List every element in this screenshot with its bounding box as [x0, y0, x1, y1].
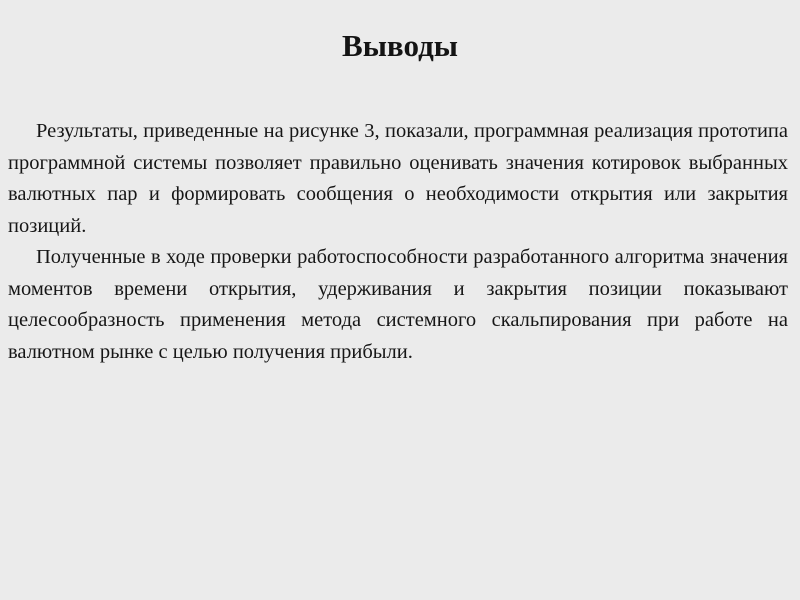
- slide-body: [8, 116, 788, 368]
- slide-title: Выводы: [342, 28, 458, 63]
- paragraph-conclusion: Полученные в ходе проверки работоспособности разработанного алгоритма значения моментов времени открытия, удерживания и закрытия позиции показывают целесообразность применения метода системного скальпирования при работе на валютном рынке с целью получения прибыли.: [8, 246, 788, 363]
- paragraph-results: Результаты, приведенные на рисунке 3, показали, программная реализация прототипа программной системы позволяет правильно оценивать значения котировок выбранных валютных пар и формировать сообщения о необходимости открытия или закрытия позиций.: [8, 120, 788, 237]
